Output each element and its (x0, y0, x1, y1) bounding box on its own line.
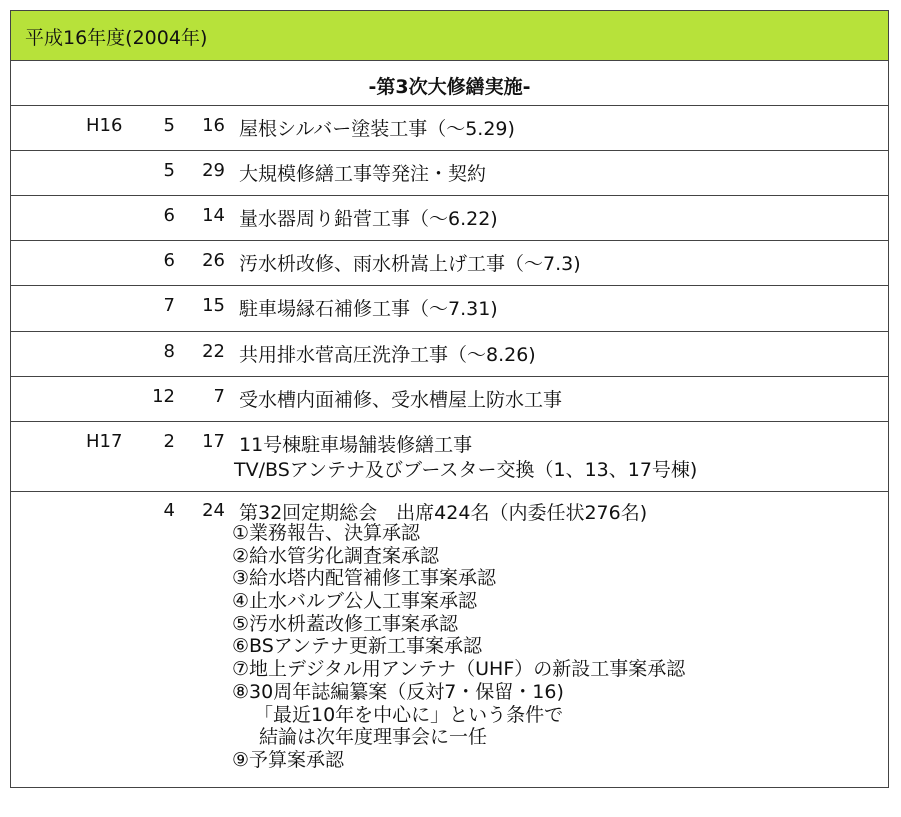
resolution-item: ④止水バルブ公人工事案承認 (232, 590, 478, 613)
day-cell: 22 (202, 341, 225, 362)
event-text: 11号棟駐車場舗装修繕工事 (239, 434, 473, 456)
day-cell: 15 (202, 295, 225, 316)
day-cell: 24 (202, 500, 225, 521)
table-row (11, 241, 888, 286)
event-text-second-line: TV/BSアンテナ及びブースター交換（1、13、17号棟) (234, 459, 698, 481)
event-text: 汚水枡改修、雨水枡嵩上げ工事（～7.3) (239, 253, 581, 275)
day-cell: 26 (202, 250, 225, 271)
meeting-row (11, 492, 888, 789)
month-cell: 12 (152, 386, 175, 407)
table-row (11, 106, 888, 151)
resolution-item: ⑦地上デジタル用アンテナ（UHF）の新設工事案承認 (232, 658, 686, 681)
month-cell: 7 (163, 295, 175, 316)
event-text: 量水器周り鉛菅工事（～6.22) (239, 208, 498, 230)
history-table (10, 10, 889, 788)
meeting-summary: 第32回定期総会 出席424名（内委任状276名) (239, 502, 648, 524)
resolution-note: 結論は次年度理事会に一任 (259, 726, 488, 749)
month-cell: 5 (163, 115, 175, 136)
table-row (11, 286, 888, 332)
month-cell: 2 (163, 431, 175, 452)
resolution-list (232, 522, 685, 772)
resolution-item: ⑧30周年誌編纂案（反対7・保留・16) (232, 680, 564, 703)
resolution-item: ⑨予算案承認 (232, 748, 345, 771)
day-cell: 17 (202, 431, 225, 452)
event-text: 大規模修繕工事等発注・契約 (239, 163, 487, 185)
year-title: 平成16年度(2004年) (25, 27, 208, 49)
table-row (11, 196, 888, 241)
event-text: 受水槽内面補修、受水槽屋上防水工事 (239, 389, 563, 411)
day-cell: 14 (202, 205, 225, 226)
resolution-item: ②給水管劣化調査案承認 (232, 544, 440, 567)
year-header (11, 11, 888, 61)
section-subtitle: -第3次大修繕実施- (368, 76, 531, 98)
table-row (11, 151, 888, 196)
event-text: 駐車場縁石補修工事（～7.31) (239, 298, 498, 320)
table-row (11, 377, 888, 422)
month-cell: 6 (163, 250, 175, 271)
resolution-item: ③給水塔内配管補修工事案承認 (232, 567, 497, 590)
table-row (11, 332, 888, 377)
event-text: 共用排水菅高圧洗浄工事（～8.26) (239, 344, 536, 366)
resolution-note: 「最近10年を中心に」という条件で (254, 703, 564, 726)
resolution-item: ⑥BSアンテナ更新工事案承認 (232, 635, 483, 658)
day-cell: 29 (202, 160, 225, 181)
event-text: 屋根シルバー塗装工事（～5.29) (239, 118, 515, 140)
table-row (11, 422, 888, 492)
day-cell: 16 (202, 115, 225, 136)
month-cell: 6 (163, 205, 175, 226)
month-cell: 8 (163, 341, 175, 362)
resolution-item: ⑤汚水枡蓋改修工事案承認 (232, 612, 459, 635)
month-cell: 4 (163, 500, 175, 521)
era-label: H17 (86, 431, 123, 452)
month-cell: 5 (163, 160, 175, 181)
subtitle-row (11, 61, 888, 106)
era-label: H16 (86, 115, 123, 136)
day-cell: 7 (213, 386, 225, 407)
resolution-item: ①業務報告、決算承認 (232, 522, 421, 544)
